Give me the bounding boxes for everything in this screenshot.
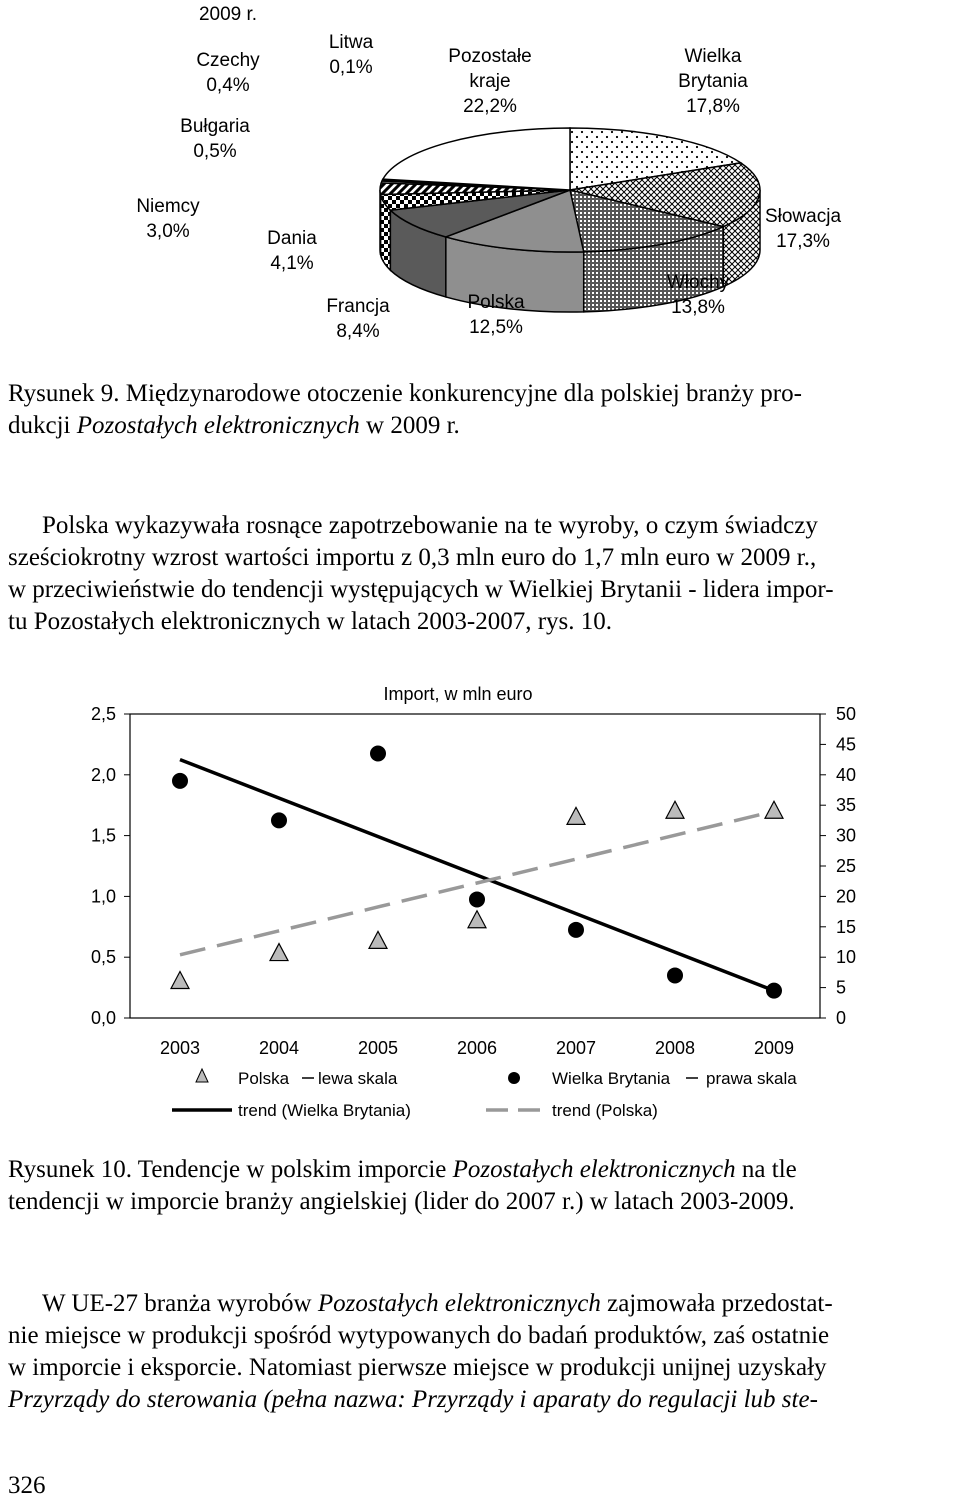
page-number: 326 — [8, 1472, 46, 1499]
x-tick-label: 2005 — [357, 1038, 399, 1058]
paragraph-2-line: nie miejsce w produkcji spośród wytypowanych do badań produktów, zaś ostatnie — [8, 1322, 830, 1349]
circle-point — [172, 773, 188, 789]
legend-wb-scale: prawa skala — [706, 1069, 797, 1088]
x-tick-label: 2008 — [654, 1038, 696, 1058]
paragraph-2 — [8, 1288, 956, 1416]
trend-line-wb — [180, 760, 774, 991]
triangle-point — [567, 807, 585, 824]
pie-slice-side — [380, 190, 381, 255]
circle-point — [667, 967, 683, 983]
legend-wb-label: Wielka Brytania — [552, 1069, 671, 1088]
label-czechy: Czechy 0,4% — [196, 50, 260, 96]
circle-point — [370, 746, 386, 762]
label-dania: Dania 4,1% — [267, 228, 317, 274]
x-tick-label: 2006 — [456, 1038, 498, 1058]
paragraph-2-line: Przyrządy do sterowania (pełna nazwa: Przyrządy i aparaty do regulacji lub ste- — [8, 1386, 818, 1413]
figure-10-caption — [8, 1154, 956, 1218]
legend-trend-pl: trend (Polska) — [552, 1101, 658, 1120]
triangle-point — [270, 944, 288, 961]
paragraph-1-line: tu Pozostałych elektronicznych w latach 2003-2007, rys. 10. — [8, 608, 613, 635]
x-tick-label: 2007 — [555, 1038, 597, 1058]
right-tick-label: 20 — [836, 886, 857, 907]
paragraph-1-line: sześciokrotny wzrost wartości importu z 0,3 mln euro do 1,7 mln euro w 2009 r., — [8, 544, 817, 571]
triangle-point — [765, 801, 783, 818]
triangle-point — [468, 911, 486, 928]
right-tick-label: 0 — [836, 1008, 847, 1028]
x-tick-label: 2003 — [159, 1038, 201, 1058]
pie-slice — [383, 128, 570, 190]
right-tick-label: 45 — [836, 734, 857, 755]
paragraph-2-line: W UE-27 branża wyrobów Pozostałych elektronicznych zajmowała przedostat- — [42, 1290, 833, 1317]
label-pozostale: Pozostałe kraje 22,2% — [448, 46, 532, 117]
left-tick-label: 0,0 — [90, 1008, 116, 1028]
legend-polska-scale: lewa skala — [318, 1069, 398, 1088]
plot-frame — [130, 714, 820, 1018]
label-niemcy: Niemcy 3,0% — [136, 196, 200, 242]
right-tick-label: 15 — [836, 916, 857, 937]
x-tick-label: 2004 — [258, 1038, 300, 1058]
scatter-chart — [0, 670, 960, 1130]
label-litwa: Litwa 0,1% — [328, 32, 374, 78]
legend-polska-label: Polska — [238, 1069, 290, 1088]
right-tick-label: 50 — [836, 704, 857, 724]
label-francja: Francja 8,4% — [326, 296, 390, 342]
trend-line-polska — [180, 811, 774, 954]
paragraph-2-line: w imporcie i eksporcie. Natomiast pierwsze miejsce w produkcji unijnej uzyskały — [8, 1354, 827, 1381]
triangle-point — [171, 972, 189, 989]
label-wielka-brytania: Wielka Brytania 17,8% — [678, 46, 748, 117]
left-tick-label: 0,5 — [90, 947, 116, 968]
label-slowacja: Słowacja 17,3% — [764, 206, 842, 252]
figure-9-caption — [8, 378, 956, 442]
pie-title: 2009 r. — [198, 4, 258, 25]
paragraph-1-line: Polska wykazywała rosnące zapotrzebowanie na te wyroby, o czym świadczy — [42, 512, 818, 539]
label-wlochy: Włochy 13,8% — [666, 272, 730, 318]
chart-title: Import, w mln euro — [383, 684, 533, 704]
left-tick-label: 1,0 — [90, 886, 116, 907]
caption-line-1: Rysunek 9. Międzynarodowe otoczenie konkurencyjne dla polskiej branży pro- — [8, 380, 802, 407]
paragraph-1-line: w przeciwieństwie do tendencji występujących w Wielkiej Brytanii - lidera impor- — [8, 576, 834, 603]
label-bulgaria: Bułgaria 0,5% — [180, 116, 250, 162]
paragraph-1 — [8, 510, 956, 638]
label-polska: Polska 12,5% — [467, 292, 525, 338]
right-tick-label: 40 — [836, 764, 857, 785]
right-tick-label: 10 — [836, 947, 857, 968]
circle-point — [271, 812, 287, 828]
right-tick-label: 25 — [836, 856, 857, 876]
right-tick-label: 30 — [836, 825, 857, 846]
right-tick-label: 5 — [836, 977, 847, 998]
legend-circle-icon — [508, 1072, 520, 1084]
circle-point — [766, 983, 782, 999]
caption-line-2: tendencji w imporcie branży angielskiej (lider do 2007 r.) w latach 2003-2009. — [8, 1188, 795, 1215]
left-tick-label: 2,0 — [90, 764, 116, 785]
legend-triangle-icon — [196, 1069, 208, 1082]
circle-point — [469, 891, 485, 907]
legend-trend-wb: trend (Wielka Brytania) — [238, 1101, 411, 1120]
left-tick-label: 1,5 — [90, 825, 116, 846]
x-tick-label: 2009 — [753, 1038, 795, 1058]
circle-point — [568, 922, 584, 938]
left-tick-label: 2,5 — [90, 704, 116, 724]
right-tick-label: 35 — [836, 795, 857, 816]
caption-line-2: dukcji Pozostałych elektronicznych w 2009 r. — [8, 412, 460, 439]
caption-line-1: Rysunek 10. Tendencje w polskim imporcie Pozostałych elektronicznych na tle — [8, 1156, 797, 1183]
triangle-point — [666, 801, 684, 818]
triangle-point — [369, 931, 387, 948]
